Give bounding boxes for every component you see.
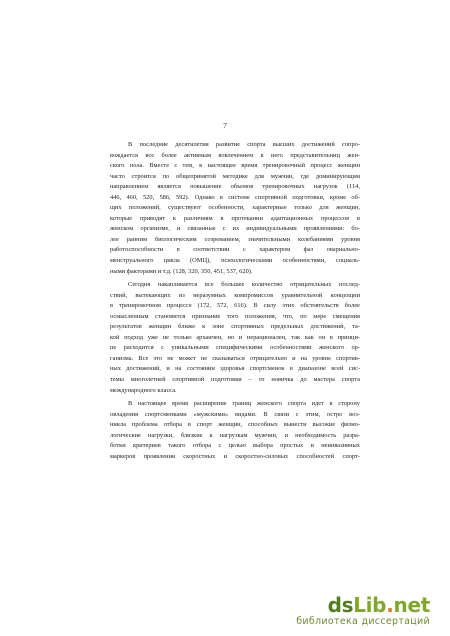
page-number: 7 xyxy=(223,121,227,130)
text-line: темы многолетней спортивной подготовки – от новичка до мастера спорта xyxy=(110,376,360,384)
text-line: вождается все более активным вовлечением в него представительниц жен- xyxy=(110,151,360,159)
logo-net: net xyxy=(393,593,430,617)
logo-ds: ds xyxy=(327,593,354,617)
text-line: пе расходится с уникальными специфическими особенностями женского ор- xyxy=(110,344,360,352)
text-line: щих положений, существуют особенности, характерные только для женщин, xyxy=(110,204,360,212)
paragraph-1 xyxy=(110,140,360,277)
text-line: ствий, вытекающих из неразумных компромиссов уравнительной концепции xyxy=(110,291,360,299)
text-line: ботки критериев такого отбора с целью выбора простых и неинвазивных xyxy=(110,442,360,450)
text-line: Сегодня накапливается все большее количество отрицательных послед- xyxy=(128,281,360,289)
text-line: международного класса. xyxy=(110,386,177,394)
paragraph-3 xyxy=(110,399,360,462)
text-line: результатов женщин ближе к зоне спортивных предельных достижений, та- xyxy=(110,323,360,331)
text-line: В последние десятилетия развитие спорта высших достижений сопро- xyxy=(128,141,360,148)
logo-lib: Lib xyxy=(353,593,387,617)
text-line: 446, 460, 520, 586, 592). Однако в системе спортивной подготовки, кроме об- xyxy=(110,193,360,201)
dslib-logo xyxy=(296,594,430,616)
text-line: осмысленным становится признание того положения, что, по мере смещения xyxy=(110,312,360,320)
body-text xyxy=(110,140,360,462)
text-line: лее ранним биологическим созреванием, значительными колебаниями уровня xyxy=(110,235,360,243)
text-line: менструального цикла (ОМЦ), психологическими особенностями, социаль- xyxy=(110,257,360,265)
text-line: овладения спортсменками «мужскими» видами. В связи с этим, остро воз- xyxy=(110,410,360,418)
logo-dot: . xyxy=(386,593,394,617)
text-line: кой подход уже не только архаичен, но и нерационален, так как он в принци- xyxy=(110,333,360,341)
watermark-tagline: библиотека диссертаций xyxy=(296,616,430,627)
text-line: маркеров проявления скоростных и скоростно-силовых способностей спорт- xyxy=(110,452,360,460)
text-line: никла проблема отбора в спорт женщин, способных вынести высокие физио- xyxy=(110,421,360,429)
text-line: часто строится по общепринятой методике для мужчин, где доминирующим xyxy=(110,172,360,180)
text-line: ных достижений, и на состоянии здоровья спортсменок в диапазоне всей сис- xyxy=(110,365,360,373)
paragraph-2 xyxy=(110,280,360,396)
text-line: направлением является повышение объемов тренировочных нагрузок (114, xyxy=(110,183,360,191)
text-line: в тренировочном процессе (172, 572, 616). В силу этих обстоятельств более xyxy=(110,302,360,310)
text-line: работоспособности в соответствии с характером фаз овариально- xyxy=(110,246,360,254)
text-line: которые приводят к различиям в протекании адаптационных процессов в xyxy=(110,214,360,222)
dslib-watermark xyxy=(296,594,430,628)
text-line: ганизма. Все это не может не сказываться отрицательно и на уровне спортив- xyxy=(110,354,360,362)
text-line: логические нагрузки, близкие к нагрузкам мужчин, и необходимость разра- xyxy=(110,431,360,439)
text-line: ными факторами и т.д. (128, 320, 350, 451, 537, 620). xyxy=(110,267,253,275)
text-line: В настоящее время расширение границ женского спорта идет в сторону xyxy=(128,400,360,408)
text-line: ского пола. Вместе с тем, в настоящее время тренировочный процесс женщин xyxy=(110,162,360,170)
text-line: женском организме, и связанные с их индивидуальными проявлениями: бо- xyxy=(110,225,360,233)
